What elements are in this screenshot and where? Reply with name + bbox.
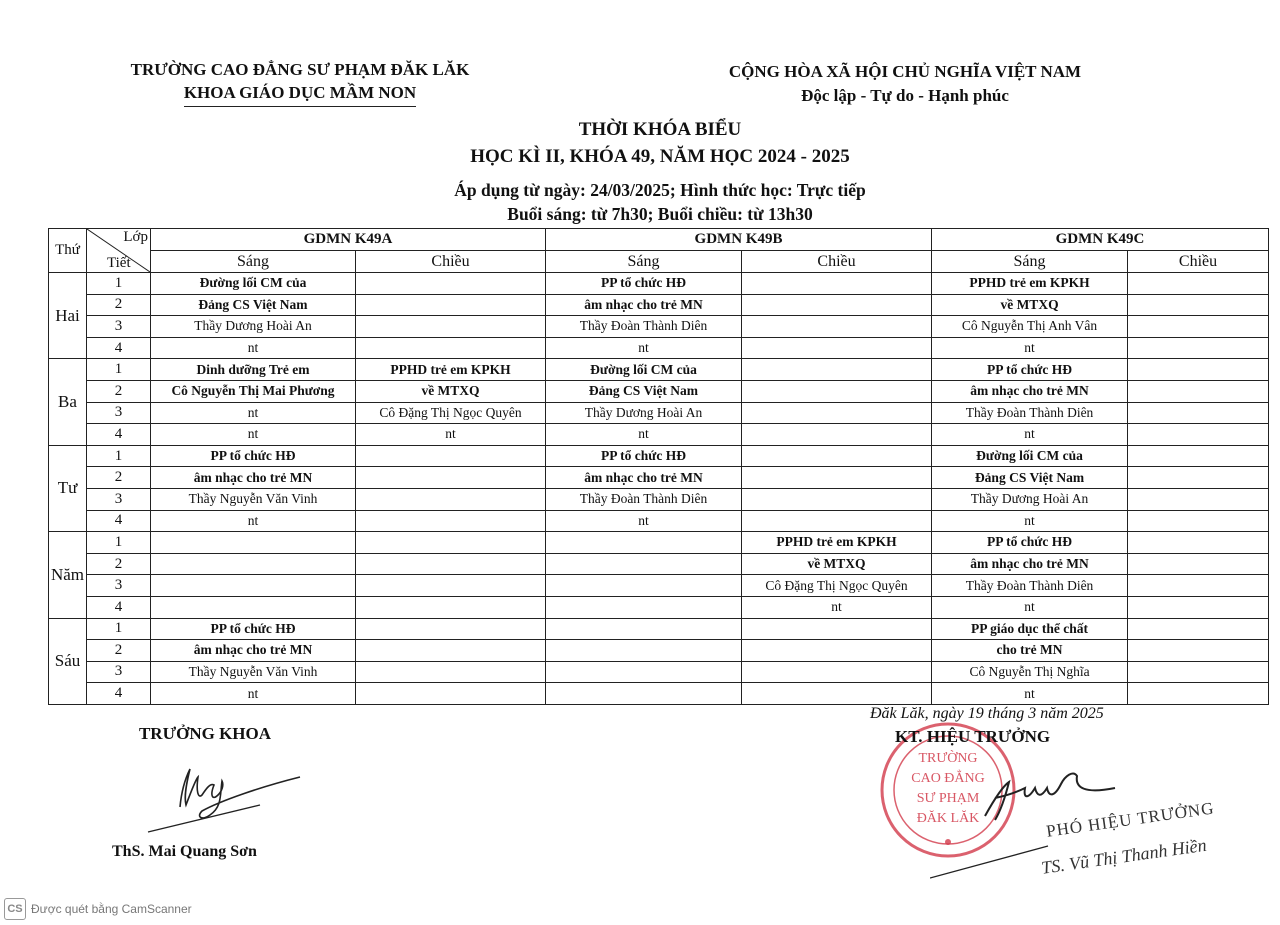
schedule-cell (742, 488, 932, 510)
class-label: Lớp (123, 229, 148, 245)
timetable (48, 228, 1269, 705)
schedule-cell (356, 294, 546, 316)
schedule-cell (742, 337, 932, 359)
vice-principal-title: PHÓ HIỆU TRƯỞNG (1045, 798, 1216, 841)
schedule-cell (1128, 553, 1269, 575)
schedule-cell: về MTXQ (742, 553, 932, 575)
schedule-cell: nt (151, 510, 356, 532)
schedule-cell (1128, 294, 1269, 316)
schedule-cell (742, 640, 932, 662)
schedule-cell (356, 618, 546, 640)
schedule-cell (356, 467, 546, 489)
schedule-cell (742, 683, 932, 705)
table-row (49, 359, 1269, 381)
schedule-cell (1128, 316, 1269, 338)
schedule-cell: PP tổ chức HĐ (546, 445, 742, 467)
schedule-cell (151, 596, 356, 618)
table-row (49, 618, 1269, 640)
schedule-cell (1128, 273, 1269, 295)
schedule-cell (356, 488, 546, 510)
schedule-cell: âm nhạc cho trẻ MN (546, 467, 742, 489)
camscanner-icon: CS (4, 898, 26, 920)
schedule-cell: âm nhạc cho trẻ MN (546, 294, 742, 316)
schedule-cell (356, 575, 546, 597)
stamp-line: SƯ PHẠM (916, 791, 980, 806)
schedule-cell: âm nhạc cho trẻ MN (932, 380, 1128, 402)
table-row (49, 661, 1269, 683)
table-row (49, 553, 1269, 575)
period-cell: 1 (87, 359, 151, 381)
schedule-cell (151, 575, 356, 597)
schedule-cell (742, 510, 932, 532)
schedule-cell: Đảng CS Việt Nam (932, 467, 1128, 489)
title-line-1: THỜI KHÓA BIỂU (578, 119, 742, 140)
session-header: Chiều (742, 251, 932, 273)
table-row (49, 596, 1269, 618)
schedule-cell (1128, 640, 1269, 662)
period-cell: 1 (87, 273, 151, 295)
period-cell: 1 (87, 618, 151, 640)
table-row (49, 640, 1269, 662)
schedule-cell (356, 316, 546, 338)
period-cell: 4 (87, 683, 151, 705)
session-header: Chiều (356, 251, 546, 273)
period-cell: 3 (87, 488, 151, 510)
period-cell: 3 (87, 575, 151, 597)
schedule-cell: nt (546, 337, 742, 359)
schedule-cell: Cô Nguyễn Thị Anh Vân (932, 316, 1128, 338)
schedule-cell (1128, 402, 1269, 424)
schedule-cell: Đường lối CM của (546, 359, 742, 381)
schedule-cell: về MTXQ (356, 380, 546, 402)
table-row (49, 683, 1269, 705)
schedule-cell (356, 510, 546, 532)
period-cell: 3 (87, 661, 151, 683)
schedule-cell: Thầy Đoàn Thành Diên (546, 488, 742, 510)
schedule-cell: Đường lối CM của (151, 273, 356, 295)
dean-signature (140, 755, 310, 845)
table-row (49, 510, 1269, 532)
session-header: Sáng (151, 251, 356, 273)
schedule-cell (742, 661, 932, 683)
dean-name: ThS. Mai Quang Sơn (112, 843, 257, 860)
schedule-cell: Cô Nguyễn Thị Nghĩa (932, 661, 1128, 683)
schedule-cell: Thầy Đoàn Thành Diên (932, 402, 1128, 424)
table-row (49, 488, 1269, 510)
dean-title: TRƯỞNG KHOA (138, 724, 272, 743)
day-cell: Hai (49, 273, 87, 359)
day-cell: Ba (49, 359, 87, 445)
schedule-cell (356, 273, 546, 295)
schedule-cell: PP tổ chức HĐ (151, 618, 356, 640)
date-line: Đăk Lăk, ngày 19 tháng 3 năm 2025 (870, 705, 1104, 722)
period-cell: 2 (87, 294, 151, 316)
schedule-cell (356, 337, 546, 359)
schedule-cell: Cô Đặng Thị Ngọc Quyên (742, 575, 932, 597)
class-header-k49a: GDMN K49A (151, 229, 546, 251)
schedule-cell: Dinh dưỡng Trẻ em (151, 359, 356, 381)
schedule-cell (1128, 596, 1269, 618)
schedule-cell (356, 661, 546, 683)
nation-motto: Độc lập - Tự do - Hạnh phúc (801, 86, 1009, 105)
camscanner-watermark (4, 898, 192, 920)
schedule-cell: PPHD trẻ em KPKH (742, 532, 932, 554)
schedule-cell (742, 618, 932, 640)
schedule-cell: nt (356, 424, 546, 446)
period-cell: 2 (87, 640, 151, 662)
schedule-cell: Thầy Đoàn Thành Diên (932, 575, 1128, 597)
subtitle-line-2: Buổi sáng: từ 7h30; Buổi chiều: từ 13h30 (507, 204, 813, 224)
faculty-name: KHOA GIÁO DỤC MẦM NON (184, 81, 416, 107)
schedule-cell: nt (151, 337, 356, 359)
camscanner-text: Được quét bằng CamScanner (31, 902, 192, 916)
schedule-cell: nt (932, 424, 1128, 446)
table-row (49, 424, 1269, 446)
schedule-cell (742, 424, 932, 446)
schedule-cell (1128, 337, 1269, 359)
table-row (49, 532, 1269, 554)
schedule-cell (356, 532, 546, 554)
schedule-cell (356, 553, 546, 575)
schedule-cell (1128, 467, 1269, 489)
table-row (49, 316, 1269, 338)
period-cell: 2 (87, 553, 151, 575)
class-header-k49b: GDMN K49B (546, 229, 932, 251)
schedule-cell (742, 294, 932, 316)
schedule-cell (356, 640, 546, 662)
schedule-cell (742, 316, 932, 338)
schedule-cell (546, 532, 742, 554)
schedule-cell (1128, 424, 1269, 446)
principal-title: KT. HIỆU TRƯỞNG (895, 727, 1051, 746)
schedule-cell: nt (151, 683, 356, 705)
schedule-cell: Đảng CS Việt Nam (151, 294, 356, 316)
session-header: Sáng (546, 251, 742, 273)
title-line-2: HỌC KÌ II, KHÓA 49, NĂM HỌC 2024 - 2025 (470, 146, 850, 167)
class-header-k49c: GDMN K49C (932, 229, 1269, 251)
stamp-line: ĐĂK LĂK (916, 811, 980, 826)
schedule-cell: Thầy Nguyễn Văn Vinh (151, 661, 356, 683)
schedule-cell (151, 553, 356, 575)
schedule-cell (546, 661, 742, 683)
schedule-cell (1128, 575, 1269, 597)
schedule-cell: nt (932, 596, 1128, 618)
schedule-cell: Thầy Dương Hoài An (932, 488, 1128, 510)
schedule-cell (742, 359, 932, 381)
schedule-cell (1128, 532, 1269, 554)
schedule-cell (1128, 510, 1269, 532)
table-row (49, 575, 1269, 597)
table-row (49, 402, 1269, 424)
schedule-cell: Thầy Nguyễn Văn Vinh (151, 488, 356, 510)
schedule-cell: nt (932, 337, 1128, 359)
schedule-cell: Thầy Dương Hoài An (151, 316, 356, 338)
period-cell: 1 (87, 532, 151, 554)
table-row (49, 273, 1269, 295)
schedule-cell (1128, 488, 1269, 510)
schedule-cell: PPHD trẻ em KPKH (356, 359, 546, 381)
subtitle-line-1: Áp dụng từ ngày: 24/03/2025; Hình thức học: Trực tiếp (454, 180, 866, 200)
schedule-cell: Thầy Đoàn Thành Diên (546, 316, 742, 338)
day-cell: Sáu (49, 618, 87, 704)
schedule-cell: Đảng CS Việt Nam (546, 380, 742, 402)
schedule-cell (546, 683, 742, 705)
schedule-cell (1128, 380, 1269, 402)
schedule-cell: PP tổ chức HĐ (151, 445, 356, 467)
schedule-cell: PP giáo dục thể chất (932, 618, 1128, 640)
schedule-cell: nt (546, 510, 742, 532)
schedule-cell (1128, 683, 1269, 705)
table-row (49, 294, 1269, 316)
document-title (300, 116, 1020, 170)
nation-header (680, 60, 1130, 108)
document-subtitle (300, 178, 1020, 226)
schedule-cell (546, 596, 742, 618)
signature-line (930, 842, 1050, 887)
session-header: Sáng (932, 251, 1128, 273)
schedule-cell: nt (742, 596, 932, 618)
schedule-cell (1128, 359, 1269, 381)
schedule-cell (356, 596, 546, 618)
schedule-cell: cho trẻ MN (932, 640, 1128, 662)
period-cell: 3 (87, 402, 151, 424)
schedule-cell: nt (151, 402, 356, 424)
schedule-cell: PP tổ chức HĐ (932, 532, 1128, 554)
table-row (49, 337, 1269, 359)
period-cell: 4 (87, 596, 151, 618)
period-cell: 4 (87, 424, 151, 446)
schedule-cell: nt (932, 683, 1128, 705)
schedule-cell: Thầy Dương Hoài An (546, 402, 742, 424)
schedule-cell (546, 640, 742, 662)
schedule-cell: Cô Nguyễn Thị Mai Phương (151, 380, 356, 402)
period-cell: 4 (87, 337, 151, 359)
school-name: TRƯỜNG CAO ĐẲNG SƯ PHẠM ĐĂK LĂK (130, 60, 470, 79)
period-cell: 1 (87, 445, 151, 467)
schedule-cell: nt (932, 510, 1128, 532)
schedule-cell: âm nhạc cho trẻ MN (932, 553, 1128, 575)
schedule-cell (1128, 661, 1269, 683)
schedule-cell (546, 618, 742, 640)
table-row (49, 445, 1269, 467)
schedule-cell (742, 467, 932, 489)
schedule-cell: nt (151, 424, 356, 446)
period-cell: 2 (87, 467, 151, 489)
schedule-cell: PPHD trẻ em KPKH (932, 273, 1128, 295)
schedule-cell: PP tổ chức HĐ (546, 273, 742, 295)
schedule-cell: nt (546, 424, 742, 446)
day-column-header: Thứ (49, 229, 87, 273)
school-header (90, 58, 510, 107)
period-label: Tiết (107, 255, 131, 271)
schedule-cell: về MTXQ (932, 294, 1128, 316)
schedule-cell: âm nhạc cho trẻ MN (151, 640, 356, 662)
period-cell: 2 (87, 380, 151, 402)
schedule-cell (546, 575, 742, 597)
period-cell: 4 (87, 510, 151, 532)
schedule-cell (742, 273, 932, 295)
schedule-cell (1128, 618, 1269, 640)
schedule-cell (356, 445, 546, 467)
schedule-cell: Cô Đặng Thị Ngọc Quyên (356, 402, 546, 424)
schedule-cell (546, 553, 742, 575)
table-row (49, 467, 1269, 489)
vice-principal-name: TS. Vũ Thị Thanh Hiền (1040, 834, 1208, 878)
schedule-cell (742, 445, 932, 467)
stamp-line: CAO ĐẲNG (911, 771, 985, 786)
stamp-line: TRƯỜNG (918, 751, 978, 766)
schedule-cell: Đường lối CM của (932, 445, 1128, 467)
schedule-cell: âm nhạc cho trẻ MN (151, 467, 356, 489)
schedule-cell (356, 683, 546, 705)
schedule-cell (151, 532, 356, 554)
day-cell: Năm (49, 532, 87, 618)
session-header: Chiều (1128, 251, 1269, 273)
nation-name: CỘNG HÒA XÃ HỘI CHỦ NGHĨA VIỆT NAM (728, 62, 1082, 81)
class-period-header (87, 229, 151, 273)
table-row (49, 380, 1269, 402)
schedule-cell (1128, 445, 1269, 467)
schedule-cell (742, 380, 932, 402)
schedule-cell (742, 402, 932, 424)
schedule-cell: PP tổ chức HĐ (932, 359, 1128, 381)
period-cell: 3 (87, 316, 151, 338)
day-cell: Tư (49, 445, 87, 531)
